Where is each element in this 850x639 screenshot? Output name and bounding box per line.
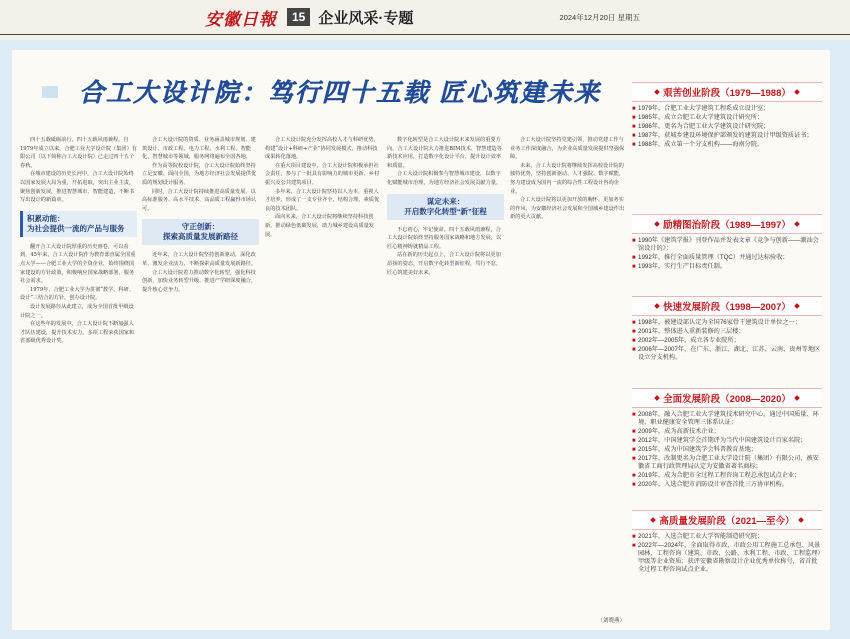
- timeline-item-text: 1979年，合肥工业大学建筑工程系成立设计室；: [638, 105, 770, 112]
- bullet-icon: ■: [632, 473, 636, 479]
- stage-title: [632, 214, 822, 234]
- diamond-icon: [794, 221, 800, 227]
- timeline-item-text: 1998年，被建设部认定为全国76家骨干建筑设计单位之一；: [638, 319, 801, 326]
- timeline-item: [632, 428, 822, 436]
- diamond-icon: [794, 395, 800, 401]
- stage-items: [632, 102, 822, 149]
- timeline-item: [632, 237, 822, 253]
- bullet-icon: ■: [632, 329, 636, 335]
- history-timeline: [632, 82, 822, 630]
- timeline-item-text: 2006年—2007年，在广东、浙江、湖北、江苏、云南、贵州等地区设立分支机构。: [638, 346, 821, 361]
- timeline-item: [632, 472, 822, 480]
- timeline-item: [632, 123, 822, 131]
- bullet-icon: ■: [632, 438, 636, 444]
- bullet-icon: ■: [632, 142, 636, 148]
- paragraph: 设计发展路径从此建立，成为全国首批甲级设计院之一。: [20, 303, 134, 319]
- bullet-icon: ■: [632, 534, 636, 540]
- stage-title-text: 全面发展阶段（2008—2020）: [663, 394, 791, 405]
- paragraph: 在重大项目建设中，合工大设计院积极承担社会责任，参与了一批具有影响力的城市更新、乡村振兴及公共建筑项目。: [265, 162, 380, 186]
- timeline-item-text: 1985年，成立合肥工业大学建筑设计研究所；: [638, 114, 764, 121]
- issue-date: 2024年12月20日 星期五: [559, 12, 640, 22]
- timeline-item-text: 2022年—2024年，全面取得市政、市政公用工程施工总承包、风景园林、工程咨询（建筑、市政、公路、水利工程、市政、工程监理）甲级等企业资质；获评安徽省勘察设计企业优秀单位称号，省首批全过程工程咨询试点企业。: [638, 542, 821, 573]
- bullet-icon: ■: [632, 106, 636, 112]
- timeline-item-text: 1992年，推行全面质量管理（TQC）并通过达标验收；: [638, 254, 789, 261]
- stage-title-text: 励精图治阶段（1989—1997）: [663, 220, 791, 231]
- timeline-item: [632, 328, 822, 336]
- paragraph: 不忘初心，牢记使命。四十五载风雨兼程，合工大设计院始终坚持服务国家战略和地方发展，以匠心精神铸就精品工程。: [387, 226, 502, 250]
- bullet-icon: ■: [632, 412, 636, 418]
- timeline-item-text: 2001年，整体进入重新装修的三层楼；: [638, 328, 745, 335]
- timeline-item-text: 2002年—2005年，成立各专业院所；: [638, 337, 740, 344]
- subhead-future: [387, 194, 504, 220]
- timeline-item: [632, 533, 822, 541]
- paragraph: 同时，合工大设计院持续推进高质量发展，以高标准服务、高水平技术、高品质工程赢得市场认可。: [142, 188, 257, 212]
- timeline-item-text: 1986年，更名为合肥工业大学建筑设计研究院；: [638, 123, 770, 130]
- diamond-icon: [794, 89, 800, 95]
- bullet-icon: ■: [632, 124, 636, 130]
- paragraph: 合工大设计院充分发挥高校人才与科研优势，构建“设计+科研+产业”协同发展模式，推动科技成果转化落地。: [265, 137, 379, 161]
- timeline-item: [632, 132, 822, 140]
- paragraph: 在城市建设的历史长河中，合工大设计院始终以国家发展大局为重，开拓进取，突出主业主责，聚焦创新发展，推进智慧城市、智能建造，不断书写出设计的新篇章。: [20, 171, 135, 204]
- subhead-line2: 开启数字化转型“新”征程: [404, 206, 487, 216]
- timeline-item-text: 1993年，实行生产目标责任制。: [638, 263, 727, 270]
- timeline-item: [632, 337, 822, 345]
- timeline-item: [632, 481, 822, 489]
- timeline-item: [632, 542, 822, 574]
- article-column-4: [387, 136, 504, 630]
- stage-items: [632, 408, 822, 489]
- stage-items: [632, 316, 822, 362]
- paragraph: 未来，合工大设计院将继续发挥高校设计院的独特优势，坚持创新驱动、人才强院、数字赋能，努力建设成为国内一流的综合性工程设计咨询企业。: [510, 162, 625, 195]
- bullet-icon: ■: [632, 115, 636, 121]
- subhead-accumulate: [20, 211, 137, 237]
- bullet-icon: ■: [632, 456, 636, 462]
- timeline-item: [632, 437, 822, 445]
- subhead-line1: 守正创新：: [181, 222, 220, 232]
- timeline-item-text: 2021年，入选合肥工业大学智能制造研究院；: [638, 533, 764, 540]
- article-column-1: [20, 136, 137, 630]
- article-column-2: [142, 136, 259, 630]
- timeline-item-text: 2012年，中国建筑学会首期评为当代中国建筑设计百家名院；: [638, 437, 807, 444]
- timeline-item: [632, 446, 822, 454]
- headline-accent: [42, 86, 58, 98]
- timeline-item-text: 2009年，成为高新技术企业；: [638, 428, 720, 435]
- stage-title-text: 艰苦创业阶段（1979—1988）: [663, 88, 791, 99]
- masthead: [0, 0, 850, 35]
- paragraph: 在这些年的发展中，合工大设计院不断加强人才队伍建设，提升技术实力，多项工程荣获国家和省部级优秀设计奖。: [20, 321, 135, 345]
- paragraph: 1979年，合肥工业大学为贯彻“教学、科研、设计”三结合的方针，创办设计院。: [20, 286, 135, 302]
- stage-title-text: 高质量发展阶段（2021—至今）: [659, 516, 795, 527]
- timeline-item: [632, 263, 822, 271]
- diamond-icon: [654, 221, 660, 227]
- paragraph: 站在新的历史起点上，合工大设计院将以更加昂扬的姿态，开启数字化转型新征程，笃行不怠，匠心筑建美好未来。: [387, 252, 502, 276]
- stage-title-text: 快速发展阶段（1998—2007）: [663, 302, 791, 313]
- timeline-item: [632, 141, 822, 149]
- bullet-icon: ■: [632, 338, 636, 344]
- subhead-line2: 为社会提供一流的产品与服务: [27, 223, 125, 233]
- timeline-stage: [632, 214, 822, 272]
- timeline-item: [632, 105, 822, 113]
- paragraph: 翻开合工大设计院厚重的历史画卷，可以看到，45年来，合工大设计院作为教育部直属全国重点大学——合肥工业大学的全资企业，始终围绕国家建设的方针政策，积极响应国家战略部署，服务社会需求。: [20, 243, 136, 285]
- timeline-item-text: 1987年，获城乡建设环境保护部颁发的建筑设计甲级资质证书；: [638, 132, 813, 139]
- timeline-item-text: 1990年《建筑学报》刊登作品并发表文章《竞争与创新——潮汕会馆设计的》；: [638, 237, 819, 252]
- timeline-item: [632, 346, 822, 362]
- bullet-icon: ■: [632, 264, 636, 270]
- bullet-icon: ■: [632, 429, 636, 435]
- feature-frame: [0, 40, 850, 639]
- article-column-3: [265, 136, 382, 630]
- article-column-5: [510, 136, 627, 630]
- bullet-icon: ■: [632, 133, 636, 139]
- subhead-line2: 探索高质量发展新路径: [163, 232, 238, 242]
- stage-items: [632, 234, 822, 271]
- timeline-item: [632, 114, 822, 122]
- timeline-stage: [632, 82, 822, 150]
- paragraph: 作为高等院校设计院，合工大设计院始终坚持立足安徽、面向全国，为地方经济社会发展提供优质的规划设计服务。: [142, 162, 257, 186]
- diamond-icon: [654, 395, 660, 401]
- timeline-stage: [632, 388, 822, 490]
- paragraph: 多年来，合工大设计院坚持以人为本，重视人才培养，形成了一支专业齐全、结构合理、素质优良的技术团队。: [265, 188, 380, 212]
- diamond-icon: [798, 517, 804, 523]
- subhead-line1: 谋定未来：: [426, 196, 465, 206]
- paragraph: 面向未来，合工大设计院将继续坚持科技创新，推动绿色低碳发展，助力城乡建设高质量发展。: [265, 214, 374, 238]
- bullet-icon: ■: [632, 543, 636, 549]
- timeline-item: [632, 411, 822, 427]
- bullet-icon: ■: [632, 255, 636, 261]
- timeline-item-text: 2008年，融入合肥工业大学建筑技术研究中心，通过中国质量、环境、职业健康安全管理三体系认证；: [638, 411, 819, 426]
- timeline-stage: [632, 510, 822, 575]
- paragraph: 近年来，合工大设计院坚持创新驱动，深化改革，激发企业活力，不断探索高质量发展新路径。: [142, 252, 257, 267]
- diamond-icon: [654, 303, 660, 309]
- page-number: 15: [287, 8, 310, 26]
- timeline-stage: [632, 296, 822, 363]
- feature-headline: 合工大设计院：笃行四十五载 匠心筑建未来: [79, 79, 601, 107]
- bullet-icon: ■: [632, 447, 636, 453]
- bullet-icon: ■: [632, 482, 636, 488]
- stage-title: [632, 510, 822, 530]
- paragraph: 合工大设计院将以更加开放的胸怀、更加务实的作风，为安徽经济社会发展和全国城乡建设作出新的更大贡献。: [510, 197, 625, 221]
- paragraph: 合工大设计院着力推动数字化转型，强化科技创新，加快业务转型升级，推进产学研深度融合，提升核心竞争力。: [142, 269, 257, 293]
- timeline-item: [632, 254, 822, 262]
- diamond-icon: [794, 303, 800, 309]
- bullet-icon: ■: [632, 347, 636, 353]
- bullet-icon: ■: [632, 320, 636, 326]
- article-byline: （刘晓燕）: [597, 618, 625, 624]
- diamond-icon: [651, 517, 657, 523]
- timeline-item: [632, 455, 822, 471]
- newspaper-logo: 安徽日報: [205, 9, 277, 30]
- timeline-item-text: 1988年，成立第一个分支机构——海南分院。: [638, 141, 764, 148]
- stage-title: [632, 296, 822, 316]
- section-title: 企业风采·专题: [318, 9, 414, 27]
- paragraph: 合工大设计院的资质、业务涵盖城市规划、建筑设计、市政工程、电力工程、水利工程、智能化、智慧城市等领域，服务网络遍布全国各地。: [142, 137, 256, 161]
- timeline-item-text: 2019年，成为合肥市全过程工程咨询工程总承包试点企业；: [638, 472, 801, 479]
- stage-title: [632, 82, 822, 102]
- diamond-icon: [654, 89, 660, 95]
- timeline-item-text: 2020年，入选合肥市消防设计审查首批三方协审机构。: [638, 481, 788, 488]
- paragraph: 合工大设计院积极参与智慧城市建设，以数字化赋能城市治理，为地方经济社会发展贡献力量。: [387, 171, 502, 186]
- timeline-item: [632, 319, 822, 327]
- subhead-line1: 积累动能：: [27, 213, 65, 223]
- stage-title: [632, 388, 822, 408]
- subhead-innovate: [142, 219, 259, 245]
- paragraph: 合工大设计院坚持党建引领，推动党建工作与业务工作深度融合，为企业高质量发展提供坚强保障。: [510, 137, 625, 161]
- timeline-item-text: 2015年，成为中国建筑学会科普教育基地；: [638, 446, 757, 453]
- paragraph: 数字化转型是合工大设计院未来发展的重要方向。合工大设计院大力推进BIM技术、智慧建造等新技术应用，打造数字化设计平台，提升设计效率和质量。: [387, 137, 502, 169]
- bullet-icon: ■: [632, 238, 636, 244]
- timeline-item-text: 2017年，改制更名为合肥工业大学设计院（集团）有限公司，被安徽省工商行政管理局认定为安徽省著名商标；: [638, 455, 819, 470]
- stage-items: [632, 530, 822, 574]
- paragraph: 四十五载砥砺前行，四十五载风雨兼程。自1979年成立以来，合肥工业大学设计院（集团）有限公司（以下简称合工大设计院）已走过四十五个春秋。: [20, 137, 137, 169]
